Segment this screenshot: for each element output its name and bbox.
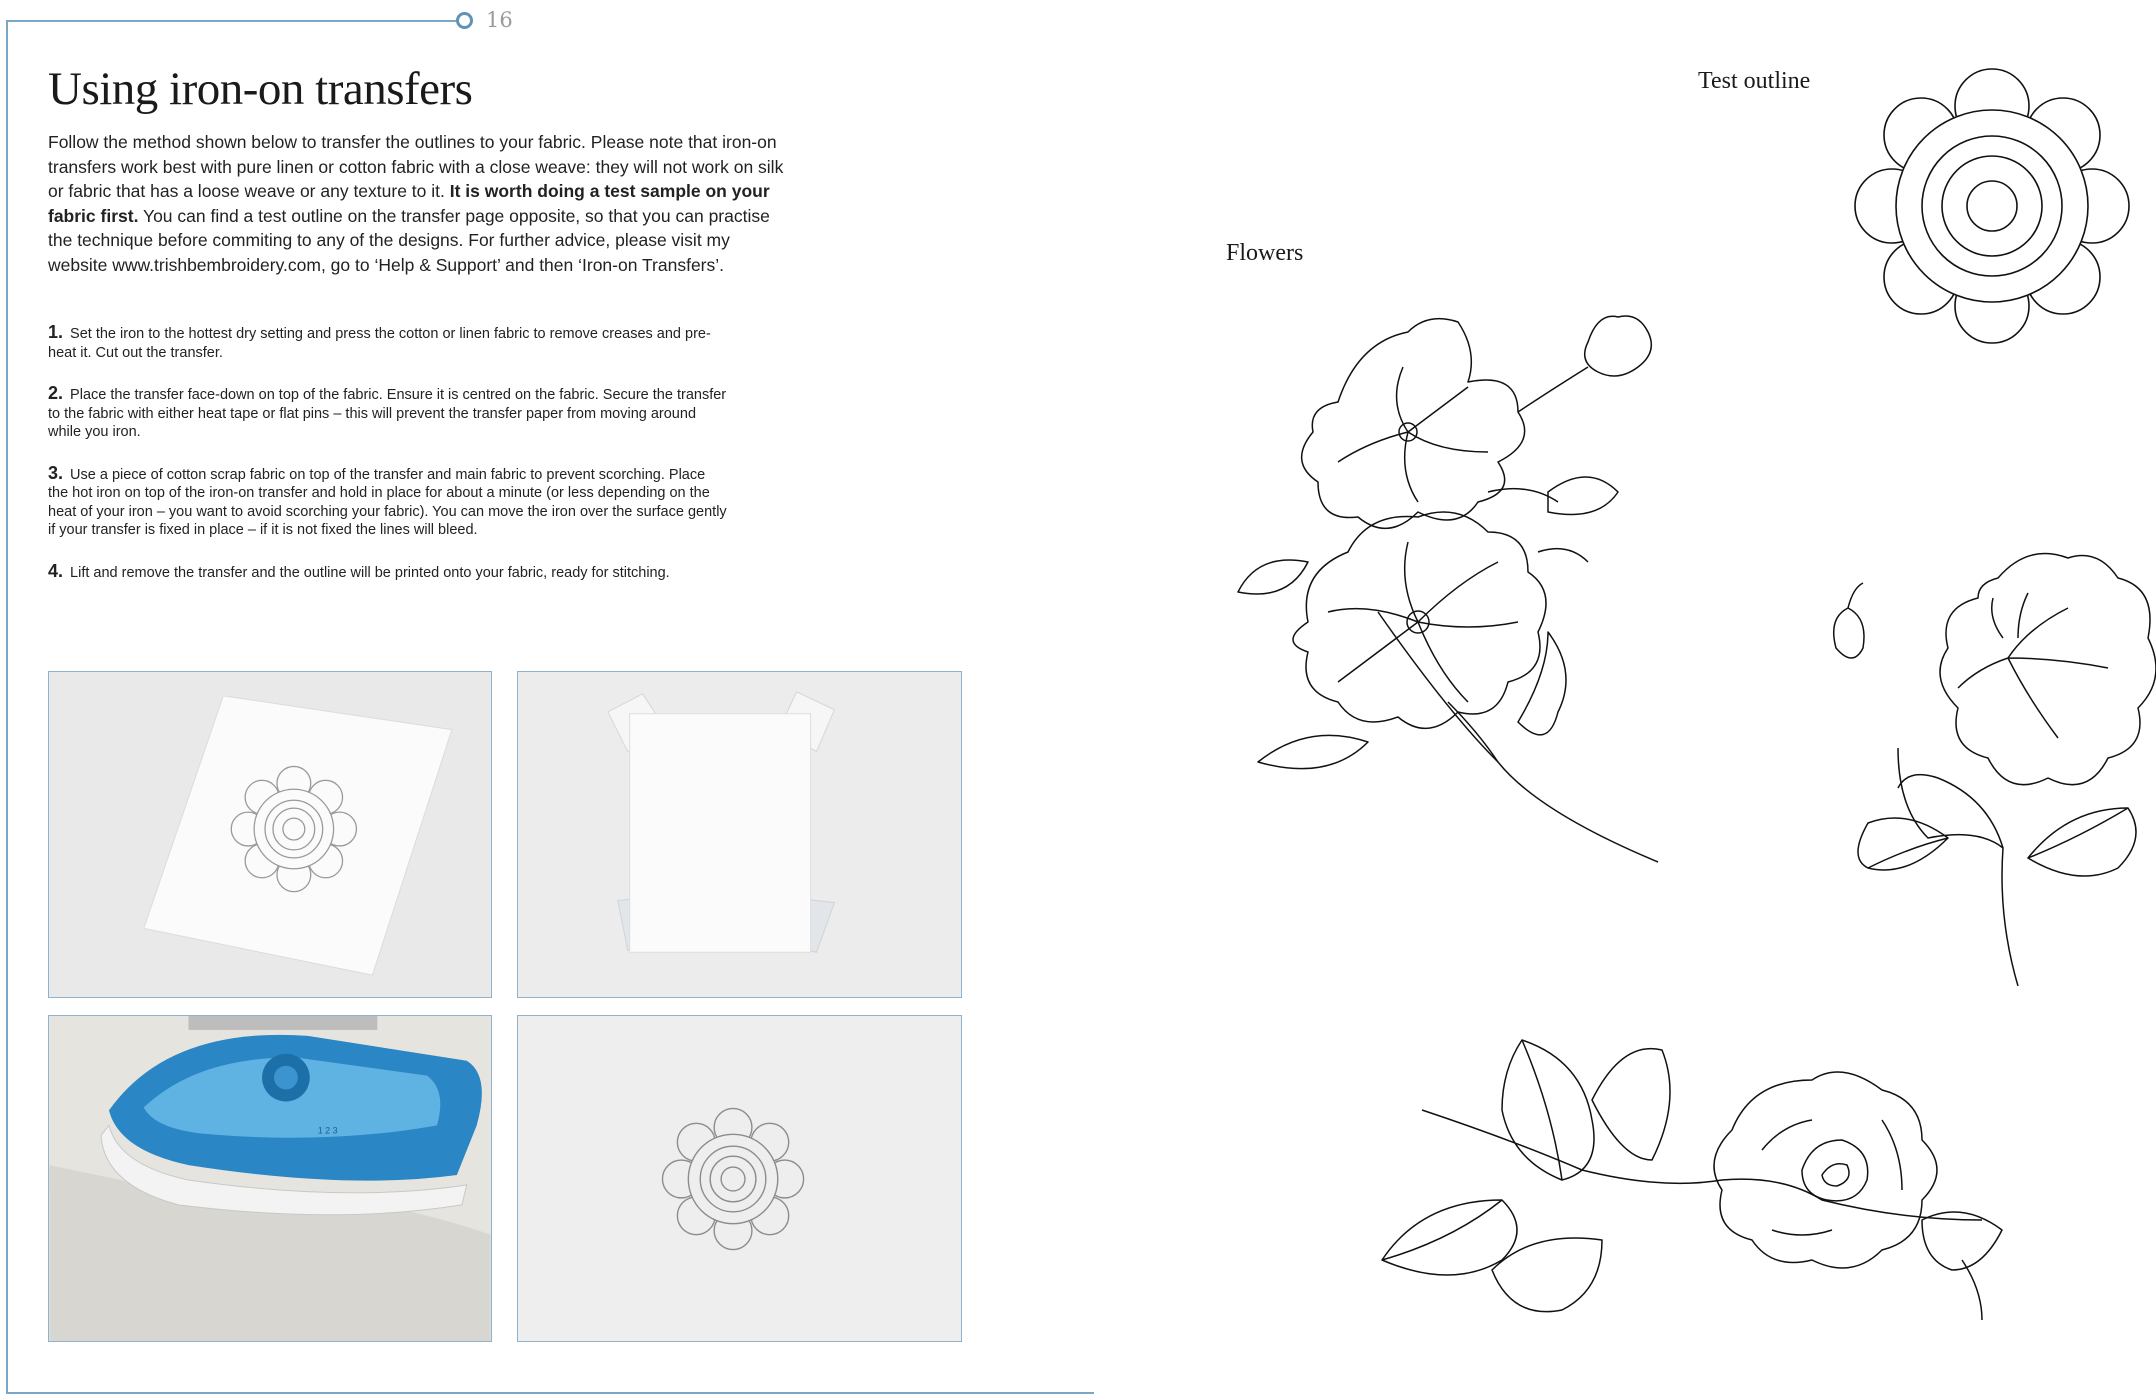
test-outline-label: Test outline — [1698, 68, 1811, 94]
test-outline-flower — [1852, 66, 2132, 346]
step-text: Use a piece of cotton scrap fabric on top of the transfer and main fabric to prevent scorching. Place the hot iron on top of the iron-on transfer and hold in place for about a minute (or less depending on the heat of your iron – you want to avoid scorching your fabric). You can move the iron over the surface gently if your transfer is fixed in place – if it is not fixed the lines will bleed. — [48, 466, 727, 538]
photo-transfer-paper — [48, 671, 492, 998]
page-title: Using iron-on transfers — [48, 63, 473, 115]
step-number: 1. — [48, 322, 64, 342]
hollyhock-flower-drawing — [1218, 292, 1718, 872]
page-marker-icon — [456, 12, 473, 29]
intro-text-2: You can find a test outline on the transfer page opposite, so that you can practise the technique before commiting to any of the designs. For further advice, please visit my website www.trishbembroidery.com, go to ‘Help & Support’ and then ‘Iron-on Transfers’. — [48, 205, 770, 275]
step-number: 3. — [48, 462, 64, 483]
flowers-label: Flowers — [1226, 240, 1304, 266]
intro-paragraph — [48, 130, 788, 277]
step-item — [48, 464, 728, 540]
step-item — [48, 384, 728, 442]
page-number: 16 — [486, 8, 513, 32]
photo-transfer-taped — [517, 671, 962, 998]
page-frame-top — [6, 20, 462, 22]
svg-text:1 2 3: 1 2 3 — [317, 1125, 338, 1136]
poppy-flower-drawing — [1828, 538, 2156, 986]
rose-lines — [1362, 1030, 2026, 1330]
photo-transferred-outline — [517, 1015, 962, 1342]
intro-text-1: Follow the method shown below to transfer the outlines to your fabric. Please note that iron-on transfers work best with pure linen or cotton fabric with a close weave: they will not work on silk or fabric that has a loose weave or any texture to it. — [48, 132, 784, 201]
iron-image — [49, 1016, 491, 1341]
step-item — [48, 323, 728, 362]
page-frame-bottom — [6, 1392, 1094, 1394]
poppy-lines — [1828, 538, 2156, 986]
hollyhock-lines — [1218, 292, 1718, 872]
step-text: Lift and remove the transfer and the outline will be printed onto your fabric, ready for stitching. — [70, 564, 670, 581]
rose-flower-drawing — [1362, 1030, 2026, 1330]
test-flower-drawing — [1852, 66, 2132, 346]
step-text: Place the transfer face-down on top of the fabric. Ensure it is centred on the fabric. Secure the transfer to the fabric with either heat tape or flat pins – this will prevent the transfer paper from moving around while you iron. — [48, 387, 727, 440]
page-frame-left — [6, 20, 8, 1394]
taped-transfer-image — [518, 672, 961, 997]
step-number: 4. — [48, 560, 64, 581]
fabric-outline-image — [518, 1016, 961, 1341]
step-number: 2. — [48, 383, 64, 403]
steps-list — [48, 323, 728, 604]
step-item — [48, 562, 728, 583]
transfer-paper-image — [49, 672, 491, 997]
intro-bold-note: It is worth doing a test sample on your fabric first. — [48, 181, 770, 226]
photo-iron-pressing — [48, 1015, 492, 1342]
step-text: Set the iron to the hottest dry setting and press the cotton or linen fabric to remove creases and pre-heat it. Cut out the transfer. — [48, 326, 711, 361]
